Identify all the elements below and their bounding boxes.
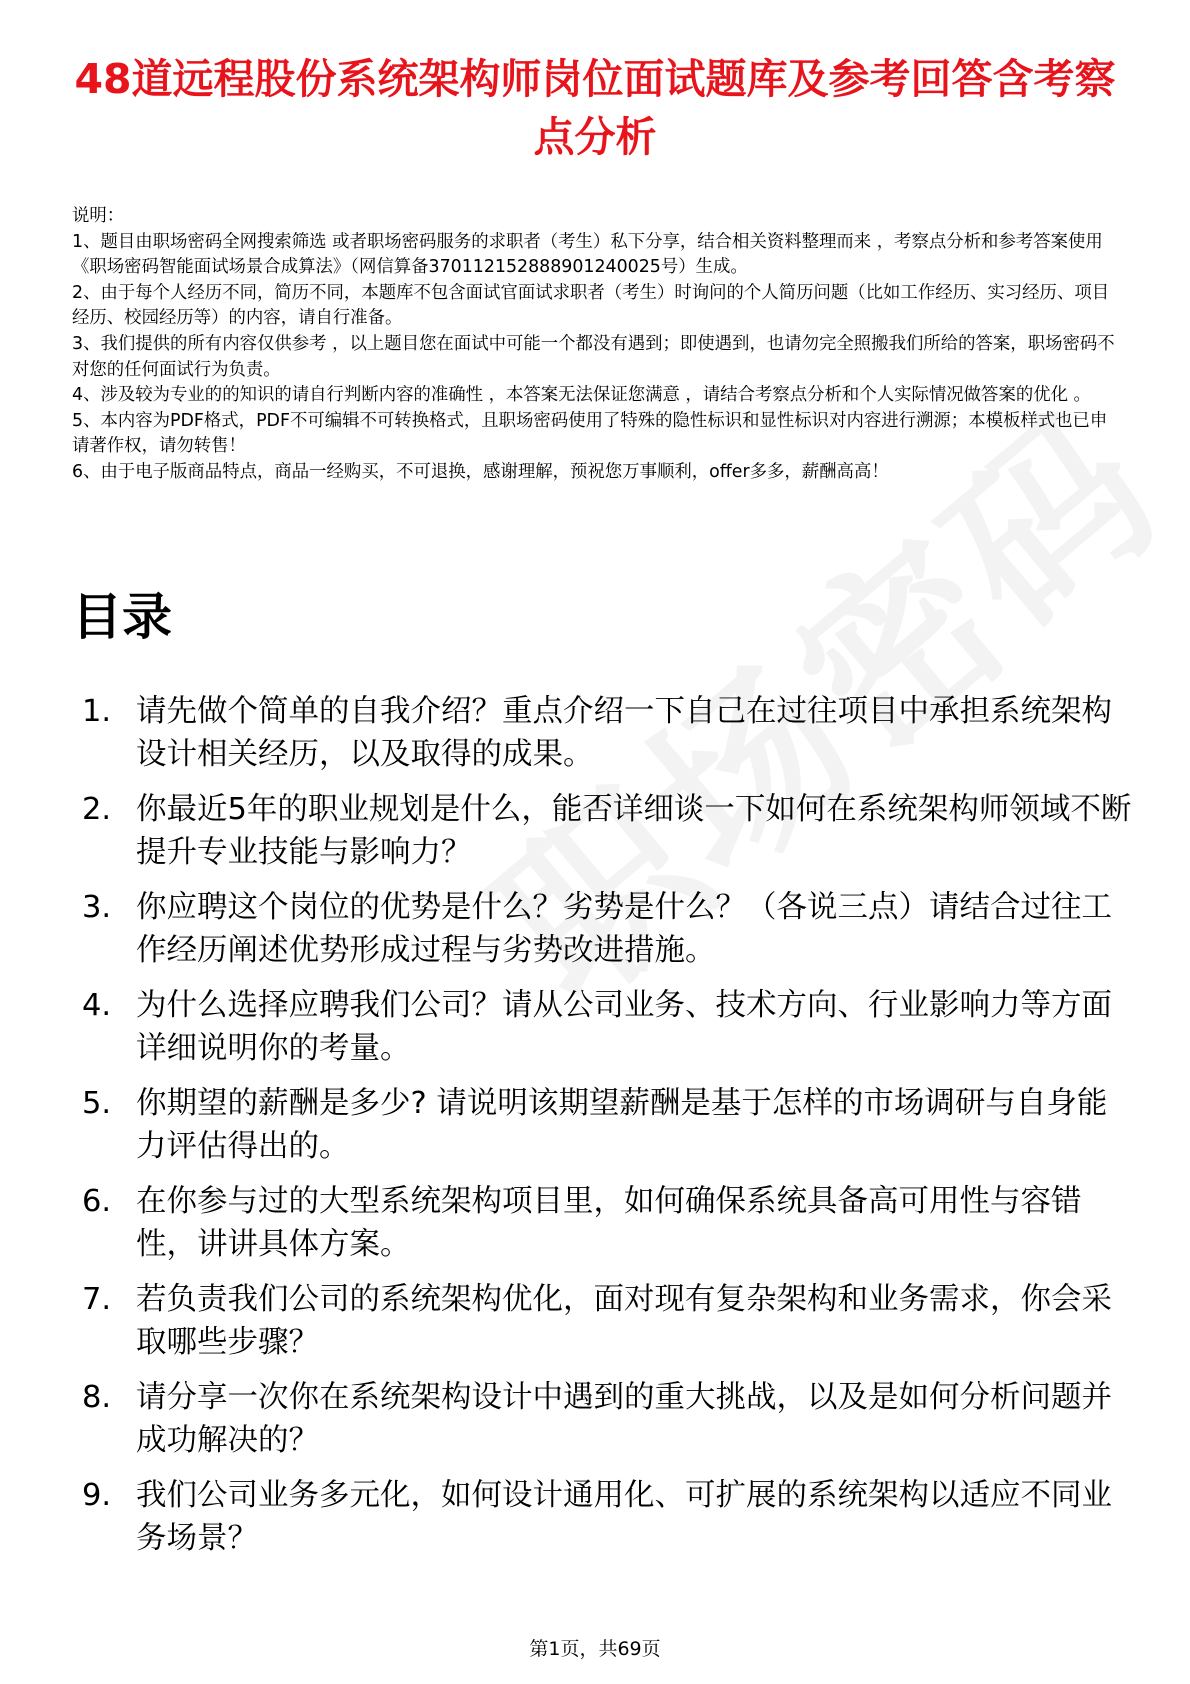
toc-item-number: 2.	[82, 792, 112, 827]
toc-item-text: 我们公司业务多元化，如何设计通用化、可扩展的系统架构以适应不同业务场景？	[136, 1478, 1112, 1556]
notes-item: 4、涉及较为专业的的知识的请自行判断内容的准确性 ，本答案无法保证您满意 ，请结合考察点分析和个人实际情况做答案的优化 。	[72, 385, 1091, 406]
notes-item: 3、我们提供的所有内容仅供参考 ，以上题目您在面试中可能一个都没有遇到；即使遇到，也请勿完全照搬我们所给的答案，职场密码不对您的任何面试行为负责。	[72, 333, 1115, 380]
toc-item-number: 6.	[82, 1184, 112, 1219]
toc-item[interactable]	[72, 1180, 1132, 1266]
toc-item[interactable]	[72, 886, 1132, 972]
toc-item[interactable]	[72, 788, 1132, 874]
toc-item-number: 9.	[82, 1478, 112, 1513]
toc-item-text: 请先做个简单的自我介绍？重点介绍一下自己在过往项目中承担系统架构设计相关经历，以及取得的成果。	[136, 694, 1112, 772]
toc-item[interactable]	[72, 690, 1132, 776]
toc-item-text: 你应聘这个岗位的优势是什么？劣势是什么？（各说三点）请结合过往工作经历阐述优势形成过程与劣势改进措施。	[136, 890, 1112, 968]
notes-section	[72, 204, 1122, 486]
toc-item[interactable]	[72, 1474, 1132, 1560]
toc-item[interactable]	[72, 1082, 1132, 1168]
toc-item-number: 8.	[82, 1380, 112, 1415]
toc-item[interactable]	[72, 1376, 1132, 1462]
toc-heading: 目录	[72, 588, 172, 646]
notes-item: 1、题目由职场密码全网搜索筛选 或者职场密码服务的求职者（考生）私下分享，结合相关资料整理而来 ，考察点分析和参考答案使用《职场密码智能面试场景合成算法》（网信算备370112152888901240025号）生成。	[72, 231, 1103, 278]
toc-item-number: 3.	[82, 890, 112, 925]
toc-item-number: 1.	[82, 694, 112, 729]
toc-item-text: 为什么选择应聘我们公司？请从公司业务、技术方向、行业影响力等方面详细说明你的考量。	[136, 988, 1112, 1066]
notes-heading: 说明：	[72, 206, 125, 226]
page-footer: 第1页，共69页	[529, 1638, 661, 1660]
toc-item-text: 你期望的薪酬是多少? 请说明该期望薪酬是基于怎样的市场调研与自身能力评估得出的。	[136, 1086, 1108, 1164]
toc-item-number: 5.	[82, 1086, 112, 1121]
notes-item: 6、由于电子版商品特点，商品一经购买，不可退换，感谢理解，预祝您万事顺利，offer多多，薪酬高高！	[72, 461, 889, 482]
toc-item-text: 在你参与过的大型系统架构项目里，如何确保系统具备高可用性与容错性，讲讲具体方案。	[136, 1184, 1082, 1262]
toc-item-number: 7.	[82, 1282, 112, 1317]
toc-item[interactable]	[72, 1278, 1132, 1364]
toc-item-text: 你最近5年的职业规划是什么，能否详细谈一下如何在系统架构师领域不断提升专业技能与影响力？	[136, 792, 1132, 870]
toc-item-number: 4.	[82, 988, 112, 1023]
notes-item: 2、由于每个人经历不同，简历不同，本题库不包含面试官面试求职者（考生）时询问的个人简历问题（比如工作经历、实习经历、项目经历、校园经历等）的内容，请自行准备。	[72, 282, 1110, 329]
toc-item-text: 请分享一次你在系统架构设计中遇到的重大挑战，以及是如何分析问题并成功解决的？	[136, 1380, 1112, 1458]
toc-item-text: 若负责我们公司的系统架构优化，面对现有复杂架构和业务需求，你会采取哪些步骤？	[136, 1282, 1112, 1360]
toc-list	[72, 690, 1132, 1572]
document-title: 48道远程股份系统架构师岗位面试题库及参考回答含考察点分析	[74, 55, 1116, 161]
notes-item: 5、本内容为PDF格式，PDF不可编辑不可转换格式，且职场密码使用了特殊的隐性标识和显性标识对内容进行溯源；本模板样式也已申请著作权，请勿转售！	[72, 410, 1108, 457]
toc-item[interactable]	[72, 984, 1132, 1070]
